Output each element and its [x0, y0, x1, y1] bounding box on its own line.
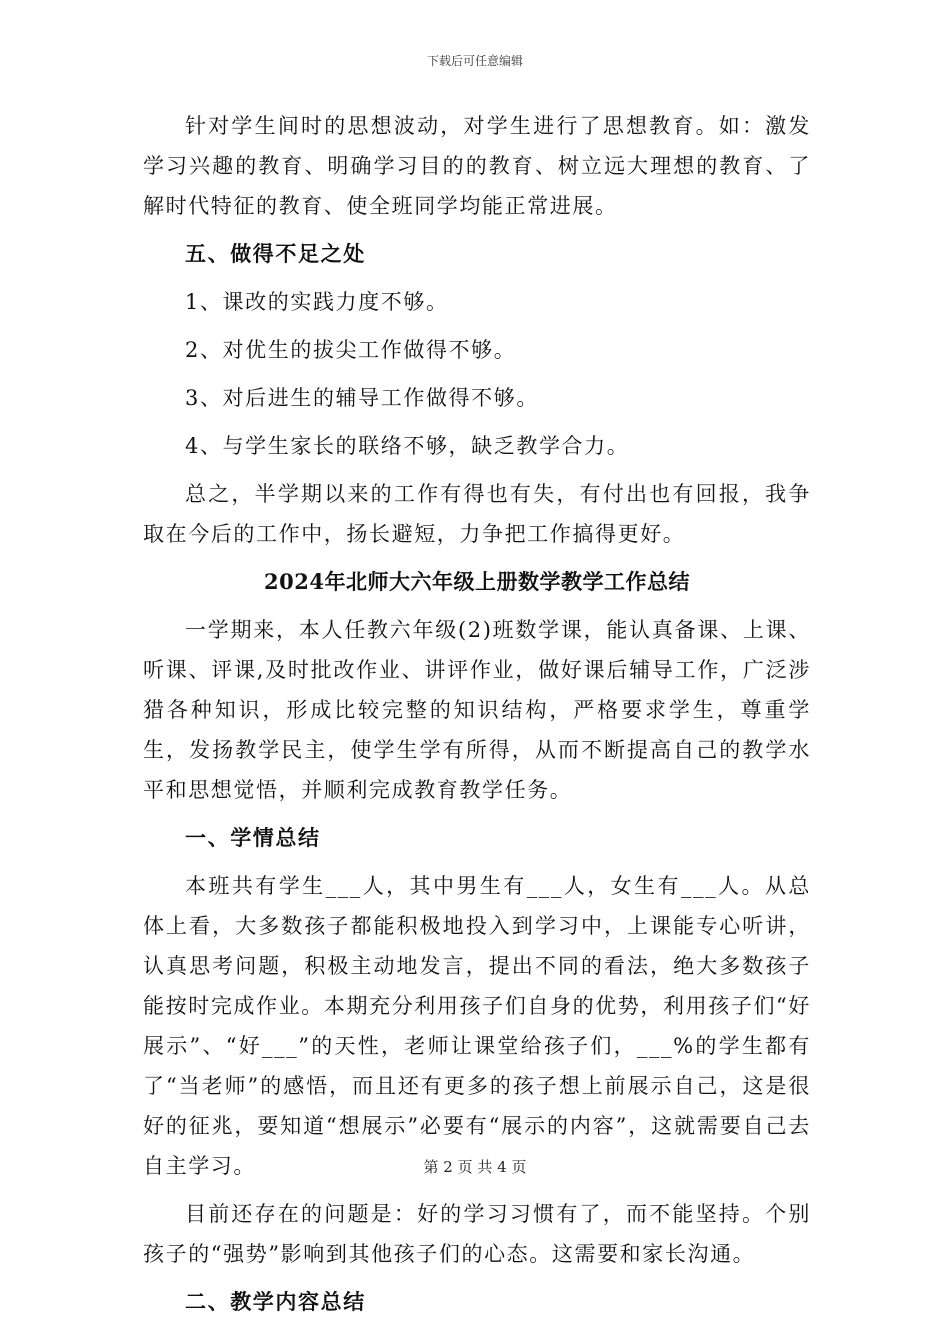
page-header-note: 下载后可任意编辑	[426, 54, 523, 68]
document-body	[143, 106, 811, 1322]
section-heading-shortcomings: 五、做得不足之处	[185, 241, 366, 266]
page-footer-number: 第 2 页 共 4 页	[423, 1158, 527, 1176]
document-title: 2024年北师大六年级上册数学教学工作总结	[264, 569, 690, 594]
paragraph-intro: 一学期来，本人任教六年级(2)班数学课，能认真备课、上课、听课、评课,及时批改作业、讲评作业，做好课后辅导工作，广泛涉猎各种知识，形成比较完整的知识结构，严格要求学生，尊重学生，发扬教学民主，使学生学有所得，从而不断提高自己的教学水平和思想觉悟，并顺利完成教育教学任务。	[143, 618, 811, 802]
paragraph-ideology-education: 针对学生间时的思想波动，对学生进行了思想教育。如：激发学习兴趣的教育、明确学习目的的教育、树立远大理想的教育、了解时代特征的教育、使全班同学均能正常进展。	[143, 114, 811, 218]
section-heading-student-situation: 一、学情总结	[185, 825, 321, 850]
list-item-shortcoming-3: 3、对后进生的辅导工作做得不够。	[185, 386, 539, 410]
list-item-shortcoming-2: 2、对优生的拔尖工作做得不够。	[185, 338, 517, 362]
paragraph-current-problems: 目前还存在的问题是：好的学习习惯有了，而不能坚持。个别孩子的“强势”影响到其他孩子们的心态。这需要和家长沟通。	[143, 1202, 811, 1266]
list-item-shortcoming-4: 4、与学生家长的联络不够，缺乏教学合力。	[185, 434, 630, 458]
paragraph-class-overview: 本班共有学生___人，其中男生有___人，女生有___人。从总体上看，大多数孩子都能积极地投入到学习中，上课能专心听讲，认真思考问题，积极主动地发言，提出不同的看法，绝大多数孩子能按时完成作业。本期充分利用孩子们自身的优势，利用孩子们“好展示”、“好___”的天性，老师让课堂给孩子们，___%的学生都有了“当老师”的感悟，而且还有更多的孩子想上前展示自己，这是很好的征兆，要知道“想展示”必要有“展示的内容”，这就需要自己去自主学习。	[143, 874, 811, 1178]
section-heading-teaching-content: 二、教学内容总结	[185, 1289, 366, 1314]
paragraph-summary: 总之，半学期以来的工作有得也有失，有付出也有回报，我争取在今后的工作中，扬长避短，力争把工作搞得更好。	[143, 482, 811, 546]
list-item-shortcoming-1: 1、课改的实践力度不够。	[185, 290, 449, 314]
